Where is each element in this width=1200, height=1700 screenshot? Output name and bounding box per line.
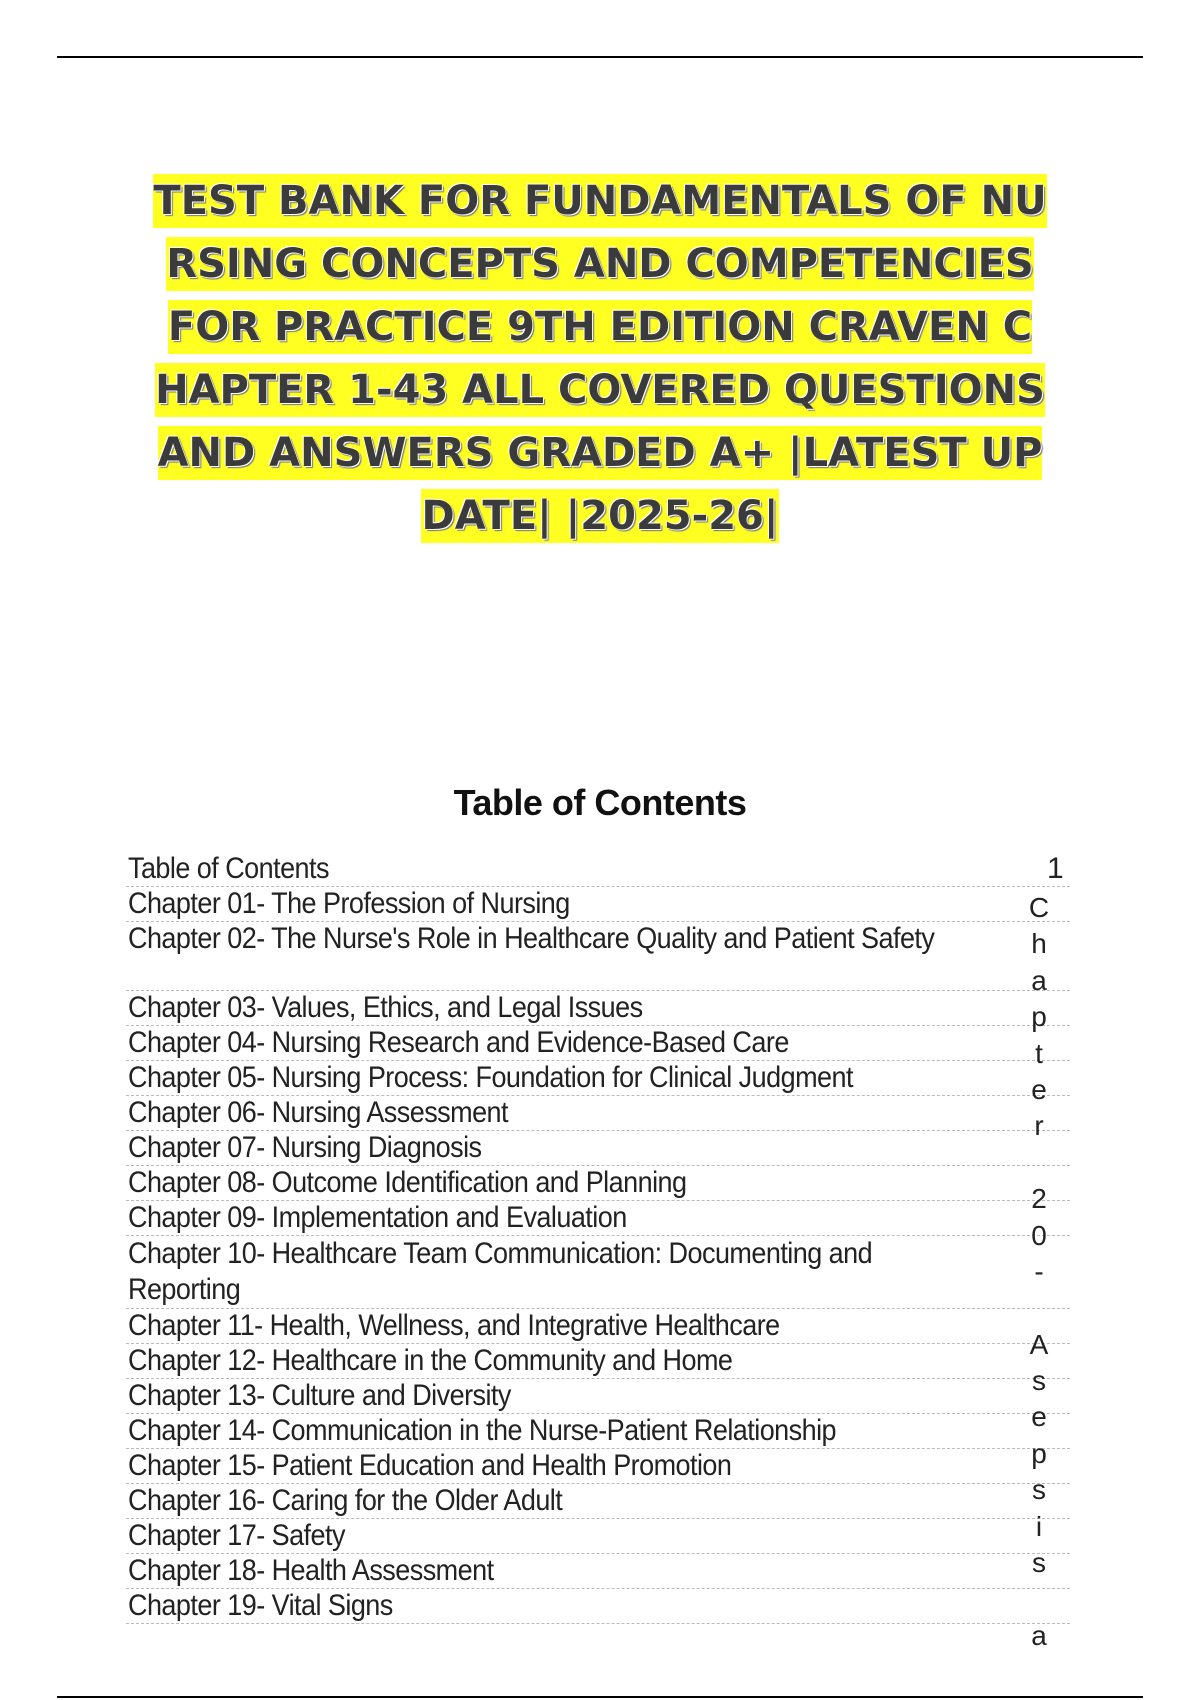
toc-entry-label: Chapter 18- Health Assessment [128, 1554, 494, 1587]
toc-entry[interactable] [126, 1449, 1070, 1484]
toc-entry[interactable] [126, 887, 1070, 922]
toc-entry-label: Chapter 01- The Profession of Nursing [128, 887, 570, 920]
toc-entry-label: Chapter 03- Values, Ethics, and Legal Issues [128, 991, 643, 1024]
toc-entry-label: Chapter 15- Patient Education and Health Promotion [128, 1449, 732, 1482]
right-column-char: h [1031, 928, 1047, 960]
toc-entry[interactable] [126, 991, 1070, 1026]
toc-entry-label: Chapter 06- Nursing Assessment [128, 1096, 508, 1129]
right-column-char: e [1031, 1401, 1047, 1433]
toc-entry-label: Chapter 07- Nursing Diagnosis [128, 1131, 482, 1164]
toc-entry-label: Chapter 08- Outcome Identification and Planning [128, 1166, 687, 1199]
document-title [110, 170, 1090, 548]
toc-right-column-text [1024, 890, 1054, 1654]
toc-entry-table-of-contents[interactable] [126, 852, 1070, 887]
right-column-char [1024, 1145, 1054, 1181]
toc-entry-label: Chapter 09- Implementation and Evaluation [128, 1201, 627, 1234]
right-column-char: s [1032, 1474, 1046, 1506]
toc-entry[interactable] [126, 1554, 1070, 1589]
right-column-char: t [1035, 1037, 1043, 1069]
right-column-char: p [1031, 1437, 1047, 1469]
toc-entry[interactable] [126, 1414, 1070, 1449]
toc-entry[interactable] [126, 1131, 1070, 1166]
right-column-char: 0 [1031, 1219, 1047, 1251]
right-column-char: i [1035, 1510, 1043, 1542]
right-column-char [1024, 1581, 1054, 1617]
right-column-char: - [1034, 1255, 1044, 1287]
toc-entry[interactable] [126, 1379, 1070, 1414]
toc-entry[interactable] [126, 1061, 1070, 1096]
top-rule [57, 56, 1143, 58]
right-column-char: a [1031, 964, 1047, 996]
toc-entry[interactable] [126, 1236, 1070, 1309]
bottom-rule [57, 1696, 1143, 1698]
toc-entry-label: Chapter 10- Healthcare Team Communication: Documenting and Reporting [128, 1237, 873, 1306]
toc-entry-label: Chapter 11- Health, Wellness, and Integrative Healthcare [128, 1309, 780, 1342]
right-column-char: A [1029, 1328, 1049, 1360]
toc-entry-label: Table of Contents [128, 852, 329, 885]
toc-entry[interactable] [126, 1484, 1070, 1519]
toc-entry[interactable] [126, 1166, 1070, 1201]
title-line: TEST BANK FOR FUNDAMENTALS OF NU [153, 174, 1046, 228]
right-column-char: 2 [1031, 1183, 1047, 1215]
toc-entry[interactable] [126, 1096, 1070, 1131]
toc-entry-label: Chapter 17- Safety [128, 1519, 345, 1552]
toc-entry-label: Chapter 14- Communication in the Nurse-Patient Relationship [128, 1414, 837, 1447]
toc-entry[interactable] [126, 1344, 1070, 1379]
right-column-char [1024, 1290, 1054, 1326]
toc-entry[interactable] [126, 1201, 1070, 1236]
title-line: FOR PRACTICE 9TH EDITION CRAVEN C [168, 300, 1032, 354]
right-column-char: r [1034, 1110, 1044, 1142]
title-line: AND ANSWERS GRADED A+ |LATEST UP [158, 426, 1043, 480]
toc-entry[interactable] [126, 1309, 1070, 1344]
right-column-char: s [1032, 1547, 1046, 1579]
toc-entry-label: Chapter 13- Culture and Diversity [128, 1379, 511, 1412]
right-column-char: a [1031, 1619, 1047, 1651]
toc-list [126, 852, 1070, 1624]
toc-entry-page: 1 [1046, 852, 1064, 885]
right-column-char: s [1032, 1365, 1046, 1397]
toc-entry-label: Chapter 04- Nursing Research and Evidence-Based Care [128, 1026, 789, 1059]
toc-entry[interactable] [126, 1519, 1070, 1554]
right-column-char: p [1031, 1001, 1047, 1033]
right-column-char: C [1028, 892, 1050, 923]
title-line: HAPTER 1-43 ALL COVERED QUESTIONS [155, 363, 1045, 417]
toc-entry-label: Chapter 05- Nursing Process: Foundation for Clinical Judgment [128, 1061, 853, 1094]
toc-entry[interactable] [126, 1589, 1070, 1624]
toc-entry[interactable] [126, 1026, 1070, 1061]
right-column-char: e [1031, 1073, 1047, 1105]
title-line: RSING CONCEPTS AND COMPETENCIES [166, 237, 1033, 291]
toc-entry-label: Chapter 19- Vital Signs [128, 1589, 393, 1622]
title-line: DATE| |2025-26| [421, 489, 778, 543]
toc-entry-label: Chapter 12- Healthcare in the Community and Home [128, 1344, 733, 1377]
toc-entry[interactable] [126, 922, 1070, 991]
toc-entry-label: Chapter 16- Caring for the Older Adult [128, 1484, 563, 1517]
toc-heading: Table of Contents [453, 782, 747, 823]
toc-entry-label: Chapter 02- The Nurse's Role in Healthcare Quality and Patient Safety [128, 922, 935, 955]
